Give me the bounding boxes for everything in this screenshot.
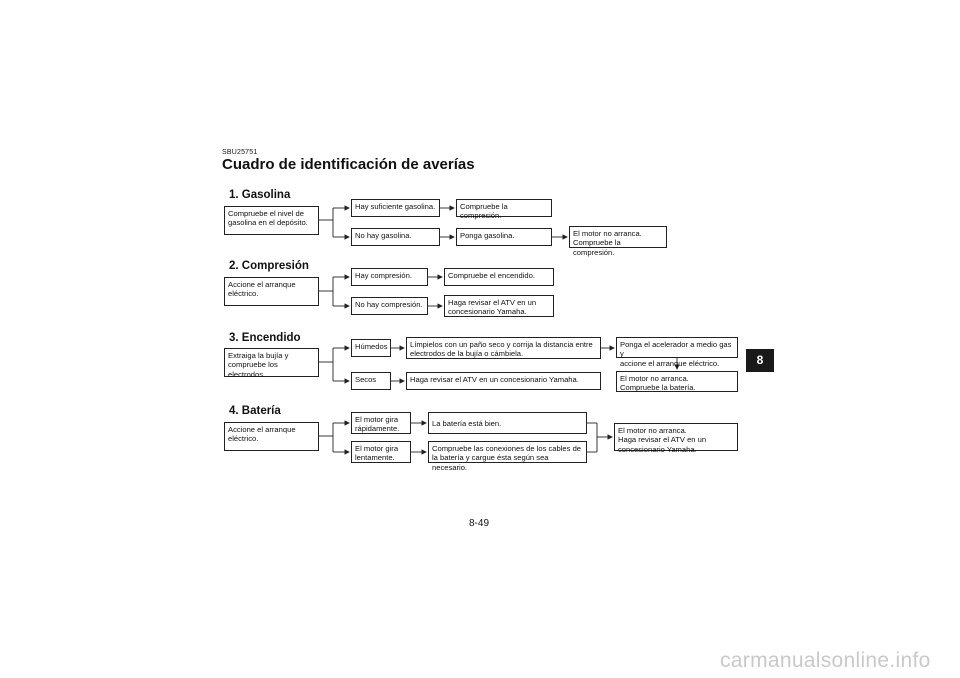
gasolina-no-hay-box: No hay gasolina. — [351, 228, 440, 246]
encendido-limpielos-box: Límpielos con un paño seco y corrija la distancia entre electrodos de la bujía o cámbiela. — [406, 337, 601, 359]
bateria-no-arranca-box: El motor no arranca. Haga revisar el ATV en un concesionario Yamaha. — [614, 423, 738, 451]
document-code: SBU25751 — [222, 149, 258, 156]
gasolina-ponga-box: Ponga gasolina. — [456, 228, 552, 246]
section-title-encendido: 3. Encendido — [229, 332, 301, 344]
section-title-compresion: 2. Compresión — [229, 260, 309, 272]
chapter-tab: 8 — [746, 349, 774, 372]
compresion-no-hay-box: No hay compresión. — [351, 297, 428, 315]
bateria-lentamente-box: El motor gira lentamente. — [351, 441, 411, 463]
compresion-hay-box: Hay compresión. — [351, 268, 428, 286]
encendido-humedos-box: Húmedos — [351, 339, 391, 357]
bateria-start-box: Accione el arranque eléctrico. — [224, 422, 319, 451]
page-title: Cuadro de identificación de averías — [222, 156, 475, 173]
gasolina-start-box: Compruebe el nivel de gasolina en el depósito. — [224, 206, 319, 235]
encendido-start-box: Extraiga la bujía y compruebe los electrodos. — [224, 348, 319, 377]
bateria-rapidamente-box: El motor gira rápidamente. — [351, 412, 411, 434]
encendido-acelerador-box: Ponga el acelerador a medio gas y accione el arranque eléctrico. — [616, 337, 738, 358]
gasolina-no-arranca-box: El motor no arranca. Compruebe la compresión. — [569, 226, 667, 248]
watermark-text: carmanualsonline.info — [720, 649, 931, 672]
encendido-no-arranca-box: El motor no arranca. Compruebe la batería. — [616, 371, 738, 392]
bateria-bien-box: La batería está bien. — [428, 412, 587, 434]
encendido-concesionario-box: Haga revisar el ATV en un concesionario Yamaha. — [406, 372, 601, 390]
compresion-concesionario-box: Haga revisar el ATV en un concesionario Yamaha. — [444, 295, 554, 317]
gasolina-suficiente-box: Hay suficiente gasolina. — [351, 199, 440, 217]
section-title-bateria: 4. Batería — [229, 405, 281, 417]
section-title-gasolina: 1. Gasolina — [229, 189, 291, 201]
compresion-start-box: Accione el arranque eléctrico. — [224, 277, 319, 306]
compresion-encendido-box: Compruebe el encendido. — [444, 268, 554, 286]
bateria-conexiones-box: Compruebe las conexiones de los cables de la batería y cargue ésta según sea necesario. — [428, 441, 587, 463]
gasolina-compresion-box: Compruebe la compresión. — [456, 199, 552, 217]
encendido-secos-box: Secos — [351, 372, 391, 390]
page-number: 8-49 — [469, 518, 490, 529]
